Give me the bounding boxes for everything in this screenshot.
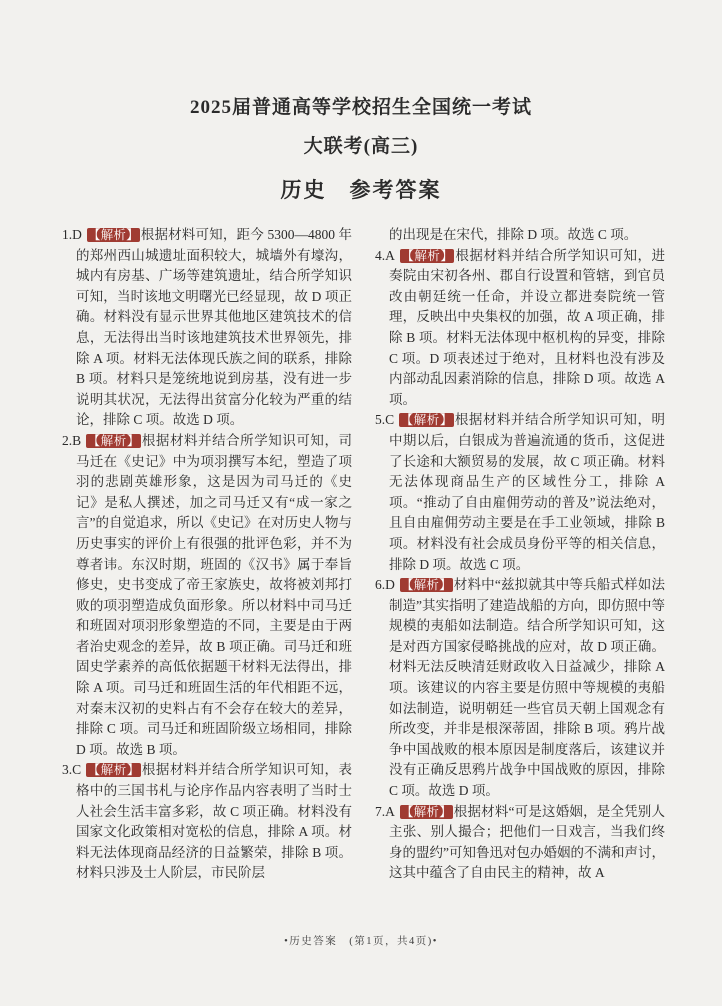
analysis-badge: 【解析】	[87, 763, 140, 778]
answer-item-7	[375, 802, 665, 884]
answer-item-2	[62, 431, 352, 761]
right-column	[375, 225, 665, 944]
document-header	[0, 0, 722, 204]
answer-number: 5.C	[375, 412, 395, 428]
analysis-badge: 【解析】	[87, 228, 139, 242]
exam-title: 2025届普通高等学校招生全国统一考试	[189, 97, 532, 118]
answer-text: 根据材料并结合所学知识可知，进奏院由宋初各州、郡自行设置和管辖，到官员改由朝廷统一任命，并设立都进奏院统一管理，反映出中央集权的加强，故 A 项正确，排除 B 项。材料无法体现中枢机构的异变，排除 C 项。D 项表述过于绝对，且材料也没有涉及内部动乱因素消除的信息，排除 D 项。故选 A 项。	[389, 247, 665, 407]
analysis-badge: 【解析】	[400, 248, 454, 263]
analysis-badge: 【解析】	[400, 413, 453, 428]
answer-number: 1.D	[62, 227, 82, 242]
answer-columns	[0, 204, 722, 944]
answer-text: 根据材料并结合所学知识可知，表格中的三国书札与论序作品内容表明了当时士人社会生活丰富多彩，故 C 项正确。材料没有国家文化政策相对宽松的信息，排除 A 项。材料无法体现商品经济的日益繁荣，排除 B 项。材料只涉及士人阶层，市民阶层	[76, 762, 352, 881]
page-footer: •历史答案 (第1页，共4页)•	[284, 936, 438, 947]
answer-number: 7.A	[375, 803, 395, 819]
left-column	[62, 225, 352, 944]
analysis-badge: 【解析】	[400, 578, 452, 593]
answer-text: 根据材料并结合所学知识可知，司马迁在《史记》中为项羽撰写本纪，塑造了项羽的悲剧英雄形象，这是因为司马迁的《史记》是私人撰述，加之司马迁又有“成一家之言”的自觉追求，所以《史记》在对历史人物与历史事实的评价上有很强的批评色彩，并不为尊者讳。东汉时期，班固的《汉书》属于奉旨修史，史书变成了帝王家族史，故将被刘邦打败的项羽塑造成负面形象。所以材料中司马迁和班固对项羽形象塑造的不同，主要是由于两者治史观念的差异，故 B 项正确。司马迁和班固史学素养的高低依据题干材料无法得出，排除 A 项。司马迁和班固生活的年代相距不远，对秦末汉初的史料占有不会存在较大的差异，排除 C 项。司马迁和班固阶级立场相同，排除 D 项。故选 B 项。	[76, 432, 352, 757]
subject-heading: 历史 参考答案	[280, 178, 442, 202]
answer-item-5	[375, 410, 665, 575]
answer-item-4	[375, 246, 665, 411]
answer-text: 根据材料并结合所学知识可知，明中期以后，白银成为普遍流通的货币，这促进了长途和大额贸易的发展，故 C 项正确。材料无法体现商品生产的区域性分工，排除 A 项。“推动了自由雇佣劳动的普及”说法绝对，且自由雇佣劳动主要是在手工业领域，排除 B 项。材料没有社会成员身份平等的相关信息，排除 D 项。故选 C 项。	[389, 412, 665, 572]
answer-number: 6.D	[375, 577, 395, 593]
answer-text: 材料中“兹拟就其中等兵船式样如法制造”其实指明了建造战船的方向，即仿照中等规模的夷船如法制造。结合所学知识可知，这是对西方国家侵略挑战的应对，故 D 项正确。材料无法反映清廷财政收入日益减少，排除 A 项。该建议的内容主要是仿照中等规模的夷船如法制造，说明朝廷一些官员天朝上国观念有所改变，并非是根深蒂固，排除 B 项。鸦片战争中国战败的根本原因是制度落后，该建议并没有正确反思鸦片战争中国战败的原因，排除 C 项。故选 D 项。	[389, 577, 665, 799]
answer-number: 2.B	[62, 432, 82, 448]
answer-number: 3.C	[62, 762, 82, 778]
answer-text: 根据材料“可是这婚姻，是全凭别人主张、别人撮合；把他们一日戏言，当我们终身的盟约”可知鲁迅对包办婚姻的不满和声讨，这其中蕴含了自由民主的精神，故 A	[389, 803, 665, 881]
answer-number: 4.A	[375, 247, 395, 263]
answer-item-3-continuation: 的出现是在宋代，排除 D 项。故选 C 项。	[389, 227, 638, 242]
answer-text: 根据材料可知，距今 5300—4800 年的郑州西山城遗址面积较大，城墙外有壕沟，城内有房基、广场等建筑遗址，结合所学知识可知，当时该地文明曙光已经显现，故 D 项正确。材料没有显示世界其他地区建筑技术的信息，无法得出当时该地建筑技术世界领先，排除 A 项。材料无法体现氏族之间的联系，排除 B 项。材料只是笼统地说到房基，没有进一步说明其状况，无法得出贫富分化较为严重的结论，排除 C 项。故选 D 项。	[76, 227, 352, 428]
answer-item-6	[375, 575, 665, 802]
answer-item-1	[62, 225, 352, 431]
exam-subtitle: 大联考(高三)	[303, 136, 419, 157]
answer-item-3	[62, 760, 352, 884]
analysis-badge: 【解析】	[400, 804, 452, 819]
analysis-badge: 【解析】	[87, 433, 140, 448]
